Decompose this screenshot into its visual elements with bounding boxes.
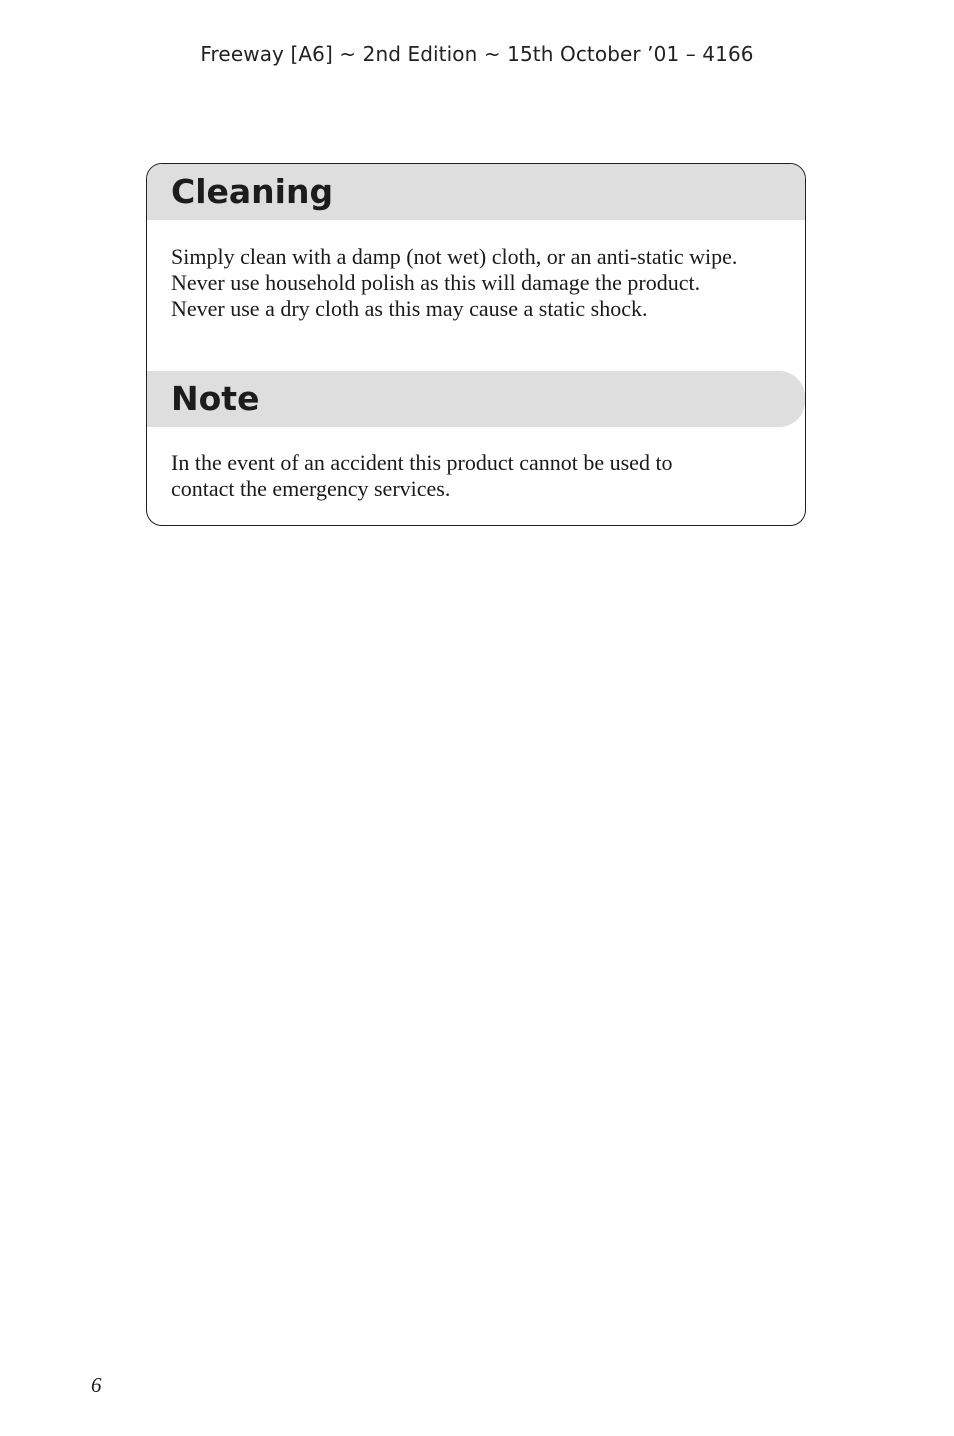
note-heading: Note xyxy=(147,371,805,427)
page-number: 6 xyxy=(91,1373,102,1397)
cleaning-line: Simply clean with a damp (not wet) cloth, or an anti-static wipe. xyxy=(171,244,738,269)
cleaning-line: Never use household polish as this will damage the product. xyxy=(171,270,701,295)
note-line: In the event of an accident this product cannot be used to xyxy=(171,450,673,475)
note-line: contact the emergency services. xyxy=(171,476,451,501)
cleaning-line: Never use a dry cloth as this may cause a static shock. xyxy=(171,296,648,321)
note-text xyxy=(171,450,796,502)
cleaning-text xyxy=(171,244,796,322)
info-box xyxy=(146,163,806,526)
cleaning-heading: Cleaning xyxy=(147,164,805,220)
running-header: Freeway [A6] ~ 2nd Edition ~ 15th October ’01 – 4166 xyxy=(200,42,754,66)
